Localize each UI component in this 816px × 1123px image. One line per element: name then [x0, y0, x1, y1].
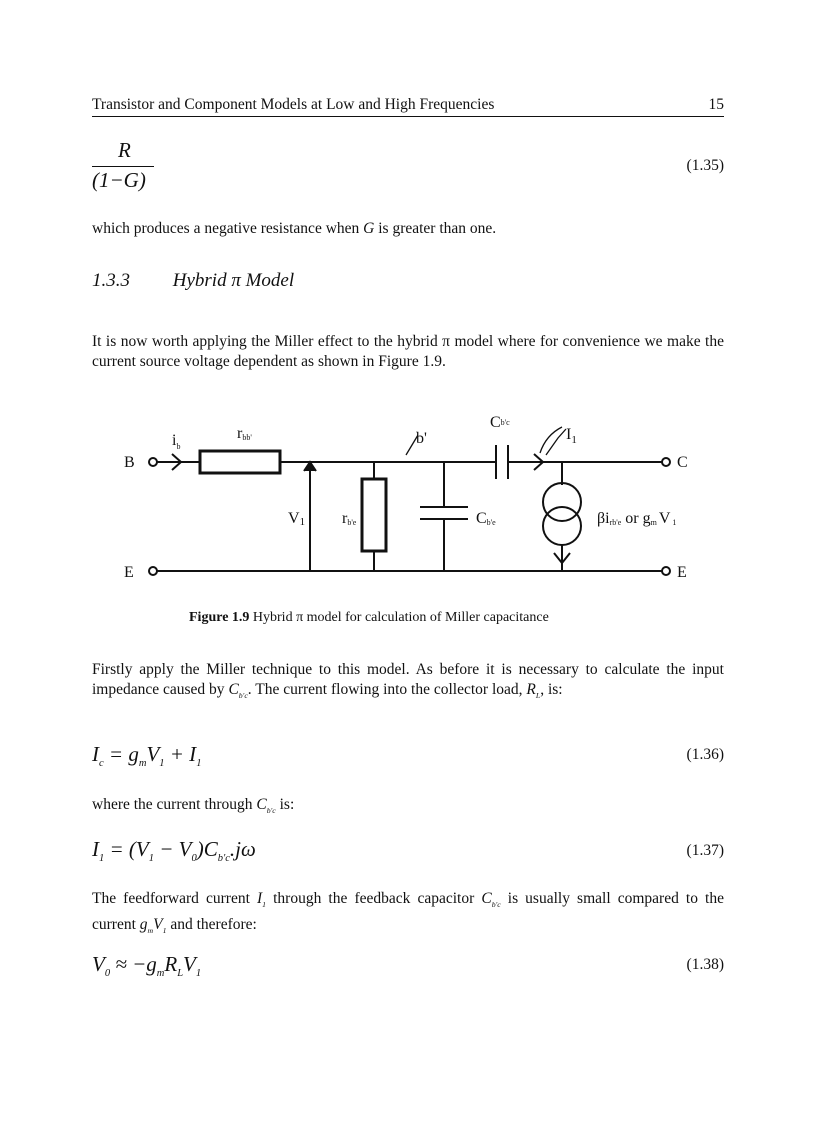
- paragraph-current-through: where the current through $C_{b'c}$ is:: [92, 796, 295, 816]
- equation-number-1-35: (1.35): [686, 157, 724, 174]
- running-header: [92, 96, 724, 117]
- fraction-bar: [92, 166, 154, 167]
- section-title: Hybrid π Model: [172, 270, 295, 291]
- paragraph-feedforward: The feedforward current $I_1$ through the feedback capacitor $C_{b'c}$ is usually small compared to the current $g_mV_1$ and therefore:: [92, 890, 724, 936]
- label-v1: V1: [288, 510, 306, 528]
- equation-1-37: $I_1 = (V_1 - V_0)C_{b'c}.j\omega$: [92, 837, 256, 865]
- terminal-b: [149, 458, 157, 466]
- current-source-lower: [543, 507, 581, 545]
- resistor-rbb: [200, 451, 280, 473]
- v1-arrow: [304, 462, 316, 471]
- label-cbc: Cb'c: [490, 414, 510, 431]
- equation-number-1-38: (1.38): [686, 956, 724, 973]
- label-bprime: b': [416, 430, 427, 447]
- i1-pointer: [546, 429, 566, 455]
- fraction-denominator: (1−G): [92, 168, 146, 192]
- label-ib: $i_b$: [172, 432, 181, 451]
- hybrid-pi-circuit-diagram: [0, 405, 816, 595]
- figure-caption: Figure 1.9 Hybrid π model for calculation of Miller capacitance: [189, 610, 549, 625]
- label-rbe: rb'e: [342, 510, 357, 527]
- equation-number-1-37: (1.37): [686, 842, 724, 859]
- label-e-left: E: [124, 564, 134, 581]
- equation-number-1-36: (1.36): [686, 746, 724, 763]
- label-c: C: [677, 454, 688, 471]
- page-number: 15: [708, 96, 724, 113]
- terminal-e-right: [662, 567, 670, 575]
- label-e-right: E: [677, 564, 687, 581]
- equation-1-35: [92, 138, 162, 198]
- resistor-rbe: [362, 479, 386, 551]
- header-title: Transistor and Component Models at Low and High Frequencies: [92, 96, 495, 113]
- fraction-numerator: R: [118, 138, 131, 162]
- paragraph-miller-technique: Firstly apply the Miller technique to this model. As before it is necessary to calculate the input impedance caused by $C_{b'c}$. The current flowing into the collector load, $R_L$, is:: [92, 661, 724, 701]
- paragraph-miller-intro: It is now worth applying the Miller effect to the hybrid π model where for convenience we make the current source voltage dependent as shown in Figure 1.9.: [92, 333, 724, 370]
- terminal-e-left: [149, 567, 157, 575]
- section-number: 1.3.3: [92, 270, 130, 291]
- paragraph-negative-resistance: which produces a negative resistance when G is greater than one.: [92, 220, 497, 237]
- label-cbe: Cb'e: [476, 510, 496, 527]
- label-gm-source: βirb'e or gm V 1: [597, 510, 677, 527]
- equation-1-38: $V_0 \approx -g_mR_LV_1$: [92, 952, 202, 980]
- label-b: B: [124, 454, 135, 471]
- label-i1: $I_1$: [566, 426, 577, 446]
- section-heading: [92, 270, 294, 292]
- current-source-upper: [543, 483, 581, 521]
- equation-1-36: $I_c = g_mV_1 + I_1$: [92, 742, 202, 770]
- label-rbb: rbb': [237, 425, 252, 442]
- terminal-c: [662, 458, 670, 466]
